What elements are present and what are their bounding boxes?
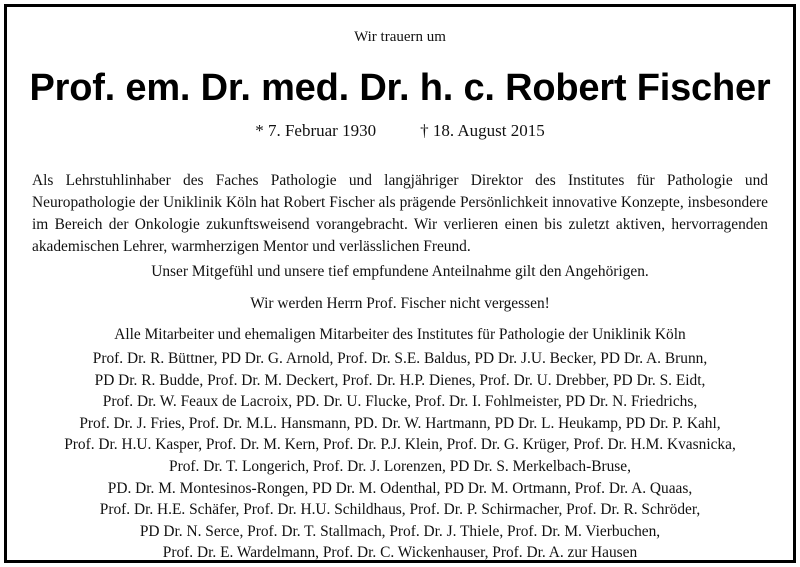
- intro-line: Wir trauern um: [354, 29, 446, 45]
- birth-date: * 7. Februar 1930: [255, 121, 377, 140]
- tribute-paragraph: Als Lehrstuhlinhaber des Faches Pathologie und langjähriger Direktor des Institutes für Pathologie und Neuropathologie der Uniklinik Köln hat Robert Fischer als prägende Persönlichkeit innovative Konzepte, insbesondere im Bereich der Onkologie zukunftsweisend vorangebracht. Wir verlieren einen bis zuletzt aktiven, hervorragenden akademischen Lehrer, warmherzigen Mentor und verlässlichen Freund.: [32, 172, 768, 255]
- obituary-notice: [4, 4, 796, 563]
- staff-line: Alle Mitarbeiter und ehemaligen Mitarbeiter des Institutes für Pathologie der Uniklinik Köln: [114, 326, 686, 343]
- life-dates: [7, 121, 793, 141]
- signer-line: Prof. Dr. W. Feaux de Lacroix, PD. Dr. U. Flucke, Prof. Dr. I. Fohlmeister, PD Dr. N. Friedrichs,: [102, 393, 698, 411]
- signer-line: Prof. Dr. J. Fries, Prof. Dr. M.L. Hansmann, PD. Dr. W. Hartmann, PD Dr. L. Heukamp, PD Dr. P. Kahl,: [79, 414, 721, 432]
- signer-list: [7, 348, 793, 564]
- death-date: † 18. August 2015: [420, 121, 545, 140]
- signer-line: Prof. Dr. H.E. Schäfer, Prof. Dr. H.U. Schildhaus, Prof. Dr. P. Schirmacher, Prof. Dr. R. Schröder,: [99, 501, 701, 519]
- signer-line: PD Dr. N. Serce, Prof. Dr. T. Stallmach, Prof. Dr. J. Thiele, Prof. Dr. M. Vierbuchen,: [139, 522, 661, 540]
- signer-line: PD Dr. R. Budde, Prof. Dr. M. Deckert, Prof. Dr. H.P. Dienes, Prof. Dr. U. Drebber, PD Dr. S. Eidt,: [94, 371, 706, 389]
- deceased-name: Prof. em. Dr. med. Dr. h. c. Robert Fischer: [29, 67, 771, 109]
- signer-line: Prof. Dr. H.U. Kasper, Prof. Dr. M. Kern, Prof. Dr. P.J. Klein, Prof. Dr. G. Krüger, Prof. Dr. H.M. Kvasnicka,: [64, 436, 736, 454]
- remembrance-line: Wir werden Herrn Prof. Fischer nicht vergessen!: [250, 295, 550, 312]
- signer-line: Prof. Dr. T. Longerich, Prof. Dr. J. Lorenzen, PD Dr. S. Merkelbach-Bruse,: [169, 457, 631, 475]
- signer-line: Prof. Dr. E. Wardelmann, Prof. Dr. C. Wickenhauser, Prof. Dr. A. zur Hausen: [162, 544, 638, 562]
- signer-line: Prof. Dr. R. Büttner, PD Dr. G. Arnold, Prof. Dr. S.E. Baldus, PD Dr. J.U. Becker, PD Dr. A. Brunn,: [92, 350, 708, 367]
- sympathy-line: Unser Mitgefühl und unsere tief empfundene Anteilnahme gilt den Angehörigen.: [151, 263, 649, 280]
- signer-line: PD. Dr. M. Montesinos-Rongen, PD Dr. M. Odenthal, PD Dr. M. Ortmann, Prof. Dr. A. Quaas,: [107, 479, 693, 497]
